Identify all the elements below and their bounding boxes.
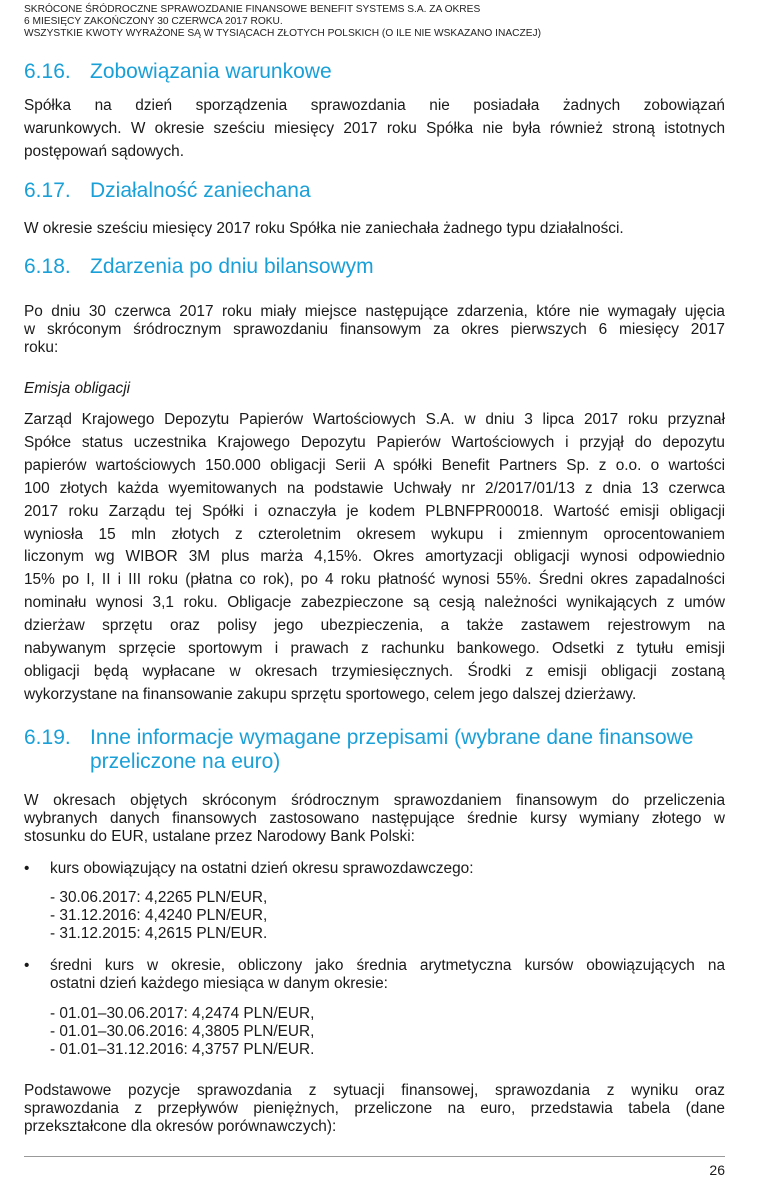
text-line: wyniosła 15 mln złotych z czteroletnim okresem wykupu i zmiennym oprocentowaniem <box>24 525 725 543</box>
text-line: kurs obowiązujący na ostatni dzień okresu sprawozdawczego: <box>50 860 474 877</box>
rate-item: - 01.01–30.06.2017: 4,2474 PLN/EUR, <box>50 1005 315 1022</box>
text-line: w skróconym śródrocznym sprawozdaniu finansowym za okres pierwszych 6 miesięcy 2017 <box>24 321 725 339</box>
text-line: liczonym wg WIBOR 3M plus marża 4,15%. Okres amortyzacji obligacji wynosi odpowiednio <box>24 548 725 566</box>
heading-6-16 <box>24 60 725 84</box>
rate-item: - 01.01–30.06.2016: 4,3805 PLN/EUR, <box>50 1023 315 1041</box>
text-line: Po dniu 30 czerwca 2017 roku miały miejsce następujące zdarzenia, które nie wymagały ujęcia <box>24 303 725 320</box>
heading-number: 6.19. <box>24 726 71 749</box>
paragraph-6-18-body <box>24 409 725 707</box>
text-line: postępowań sądowych. <box>24 143 184 161</box>
text-line: przekształcone dla okresów porównawczych): <box>24 1118 337 1136</box>
text-line: 15% po I, II i III roku (płatna co rok), po 4 roku płatność wynosi 55%. Średni okres zapadalności <box>24 571 725 589</box>
heading-title: Zdarzenia po dniu bilansowym <box>90 255 374 278</box>
subheading-emisja-obligacji: Emisja obligacji <box>24 380 131 397</box>
text-line: wybranych danych finansowych zastosowano następujące średnie kursy wymiany złotego w <box>24 810 725 828</box>
heading-number: 6.18. <box>24 255 71 278</box>
document-page <box>24 0 725 1198</box>
text-line: roku: <box>24 339 59 357</box>
text-line: Spółka na dzień sporządzenia sprawozdania nie posiadała żadnych zobowiązań <box>24 97 725 114</box>
rates-list-1 <box>50 889 267 944</box>
text-line: sprawozdania z przepływów pieniężnych, przeliczone na euro, przedstawia tabela (dane <box>24 1100 725 1118</box>
text-line: Spółce status uczestnika Krajowego Depozytu Papierów Wartościowych i przyjął do depozytu <box>24 433 725 451</box>
text-line: W okresach objętych skróconym śródrocznym sprawozdaniem finansowym do przeliczenia <box>24 792 725 809</box>
text-line: 2017 roku Zarządu tej Spółki i oznaczyła je kodem PLBNFPR00018. Wartość emisji obligacji <box>24 502 725 520</box>
bullet-text <box>50 957 725 993</box>
rate-item: - 31.12.2016: 4,4240 PLN/EUR, <box>50 907 268 925</box>
heading-6-17 <box>24 179 725 203</box>
paragraph-6-17 <box>24 217 725 240</box>
text-line: Podstawowe pozycje sprawozdania z sytuacji finansowej, sprawozdania z wyniku oraz <box>24 1082 725 1099</box>
footer-rule <box>24 1156 725 1157</box>
heading-title <box>90 726 720 774</box>
heading-title-line-1: Inne informacje wymagane przepisami (wybrane dane finansowe <box>90 726 694 749</box>
text-line: nabywanym sprzęcie sportowym i prawach z rachunku bankowego. Odsetki z tytułu emisji <box>24 640 725 658</box>
heading-title: Zobowiązania warunkowe <box>90 60 332 83</box>
heading-6-19 <box>24 726 725 774</box>
heading-number: 6.16. <box>24 60 71 83</box>
rate-item: - 01.01–31.12.2016: 4,3757 PLN/EUR. <box>50 1041 315 1059</box>
paragraph-6-19-intro <box>24 792 725 847</box>
text-line: nominału wynosi 3,1 roku. Obligacje zabezpieczone są cesją należności wynikających z umów <box>24 594 725 612</box>
text-line: obligacji będą wypłacane w okresach trzymiesięcznych. Środki z emisji obligacji zostaną <box>24 662 725 680</box>
heading-6-18 <box>24 255 725 279</box>
text-line: Zarząd Krajowego Depozytu Papierów Wartościowych S.A. w dniu 3 lipca 2017 roku przyznał <box>24 411 725 428</box>
text-line: papierów wartościowych 150.000 obligacji Serii A spółki Benefit Partners Sp. z o.o. o wartości <box>24 456 725 474</box>
text-line: stosunku do EUR, ustalane przez Narodowy Bank Polski: <box>24 828 415 846</box>
rate-item: - 30.06.2017: 4,2265 PLN/EUR, <box>50 889 268 906</box>
paragraph-6-18-intro <box>24 303 725 358</box>
paragraph-6-19-outro <box>24 1082 725 1137</box>
bullet-dot: • <box>24 860 30 877</box>
header-line-3: WSZYSTKIE KWOTY WYRAŻONE SĄ W TYSIĄCACH ZŁOTYCH POLSKICH (O ILE NIE WSKAZANO INACZEJ) <box>24 28 541 39</box>
page-number: 26 <box>709 1162 725 1178</box>
heading-title-line-2: przeliczone na euro) <box>90 750 281 773</box>
document-header <box>24 4 725 40</box>
text-line: warunkowych. W okresie sześciu miesięcy 2017 roku Spółka nie była również stroną istotnych <box>24 120 725 138</box>
paragraph-6-16 <box>24 94 725 164</box>
header-line-1: SKRÓCONE ŚRÓDROCZNE SPRAWOZDANIE FINANSOWE BENEFIT SYSTEMS S.A. ZA OKRES <box>24 4 481 15</box>
rates-list-2 <box>50 1005 314 1060</box>
text-line: dzierżaw sprzętu oraz polisy jego ubezpieczenia, a także zastawem rejestrowym na <box>24 617 725 635</box>
heading-title: Działalność zaniechana <box>90 179 311 202</box>
header-line-2: 6 MIESIĘCY ZAKOŃCZONY 30 CZERWCA 2017 ROKU. <box>24 16 283 27</box>
bullet-dot: • <box>24 957 30 974</box>
text-line: 100 złotych każda wyemitowanych na podstawie Uchwały nr 2/2017/01/13 z dnia 13 czerwca <box>24 479 725 497</box>
text-line: wykorzystane na finansowanie zakupu sprzętu sportowego, celem jego dalszej dzierżawy. <box>24 685 637 703</box>
text-line: ostatni dzień każdego miesiąca w danym okresie: <box>50 975 388 993</box>
text-line: średni kurs w okresie, obliczony jako średnia arytmetyczna kursów obowiązujących na <box>50 957 725 974</box>
bullet-text <box>50 860 725 878</box>
heading-number: 6.17. <box>24 179 71 202</box>
text-line: W okresie sześciu miesięcy 2017 roku Spółka nie zaniechała żadnego typu działalności. <box>24 220 624 237</box>
rate-item: - 31.12.2015: 4,2615 PLN/EUR. <box>50 925 268 943</box>
